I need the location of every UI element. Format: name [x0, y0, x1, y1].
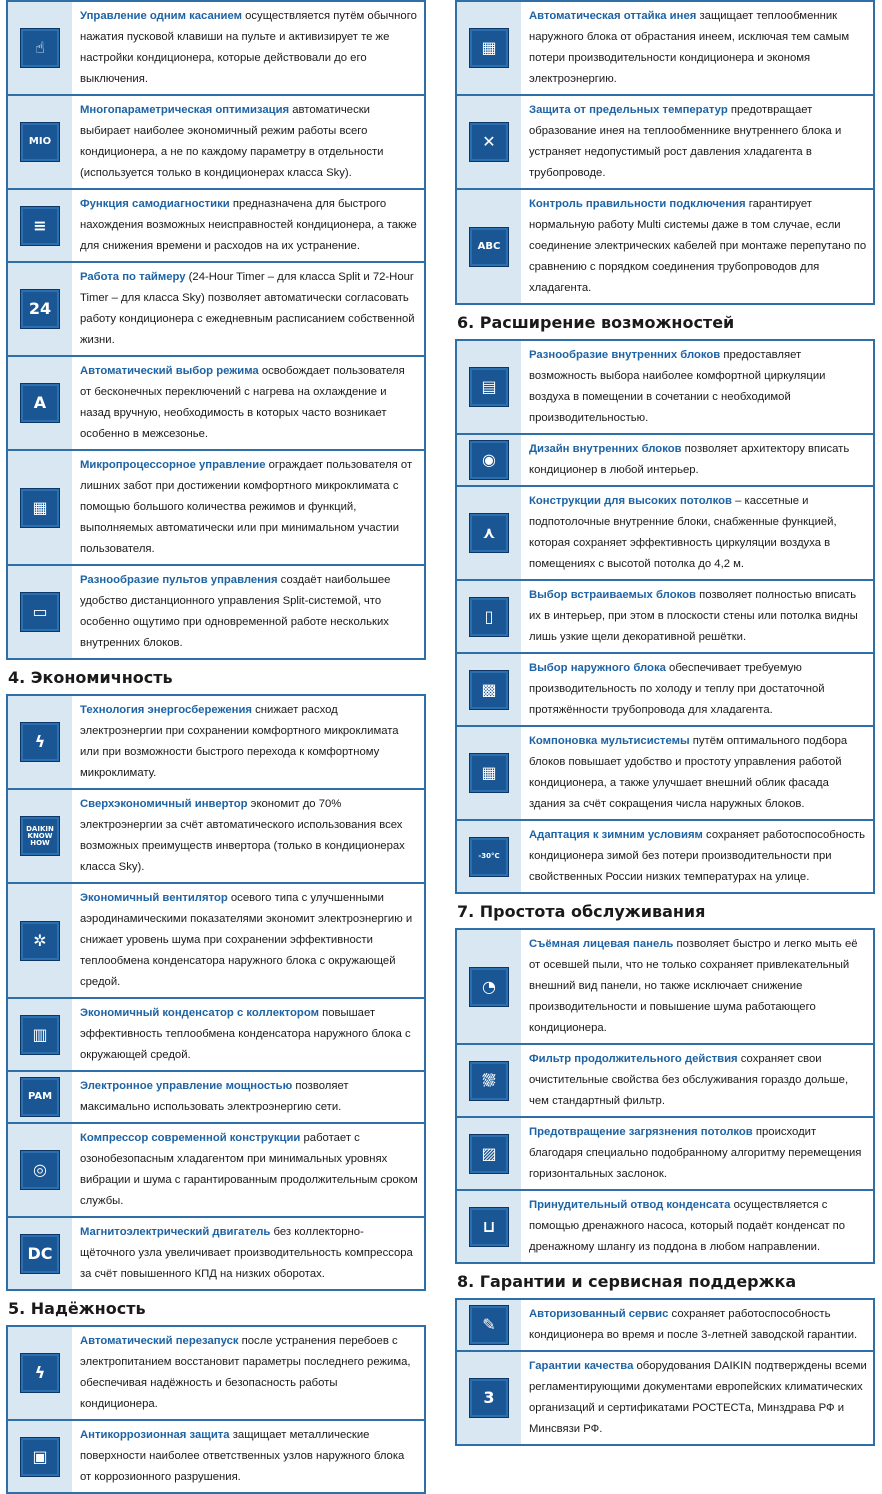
- feature-description: [521, 2, 873, 94]
- maintenance-block: [455, 928, 875, 1264]
- feature-text: оборудования DAIKIN подтверждены всеми регламентирующими документами европейских климатических организаций и сертификатами РОСТЕСТа, Минздрава РФ и Минсвязи РФ.: [529, 1360, 867, 1435]
- icon-cell: [457, 1118, 521, 1189]
- ceiling-soiling-icon: ▨: [469, 1134, 509, 1174]
- feature-description: [72, 263, 424, 355]
- feature-row: [8, 2, 424, 96]
- icon-cell: [8, 263, 72, 355]
- icon-cell: [457, 1191, 521, 1262]
- feature-term: Защита от предельных температур: [529, 104, 728, 116]
- feature-description: [72, 96, 424, 188]
- icon-cell: [457, 190, 521, 303]
- economy-block: [6, 694, 426, 1291]
- feature-text: происходит благодаря специально подобранному алгоритму перемещения горизонтальных заслонок.: [529, 1126, 862, 1180]
- feature-row: [8, 1218, 424, 1291]
- multisystem-icon: ▦: [469, 753, 509, 793]
- feature-description: [72, 1421, 424, 1492]
- feature-term: Антикоррозионная защита: [80, 1429, 230, 1441]
- timer-24-icon: 24: [20, 289, 60, 329]
- icon-cell: [8, 696, 72, 788]
- reliability-block: [6, 1325, 426, 1494]
- feature-row: [8, 1421, 424, 1494]
- feature-text: гарантирует нормальную работу Multi системы даже в том случае, если соединение электрических кабелей при монтаже перепутано по сравнению с порядком соединения трубопроводов для хладагента.: [529, 198, 867, 294]
- feature-term: Компрессор современной конструкции: [80, 1132, 301, 1144]
- icon-cell: [457, 654, 521, 725]
- icon-cell: [457, 435, 521, 485]
- icon-cell: [8, 999, 72, 1070]
- feature-row: [8, 96, 424, 190]
- feature-term: Гарантии качества: [529, 1360, 634, 1372]
- icon-cell: [457, 487, 521, 579]
- feature-text: работает с озонобезопасным хладагентом при минимальных уровнях вибрации и шума с гарантированным продолжительным сроком службы.: [80, 1132, 418, 1207]
- left-column: [6, 0, 426, 1494]
- icon-cell: [457, 96, 521, 188]
- feature-description: [521, 96, 873, 188]
- feature-row: [8, 999, 424, 1072]
- feature-row: [8, 1327, 424, 1421]
- expansion-block: [455, 339, 875, 894]
- feature-text: путём оптимального подбора блоков повышает удобство и простоту управления работой кондиционера, а также улучшает внешний облик фасада здания за счёт сокращения числа наружных блоков.: [529, 735, 848, 810]
- icon-cell: [8, 1072, 72, 1122]
- feature-term: Магнитоэлектрический двигатель: [80, 1226, 271, 1238]
- feature-text: осуществляется с помощью дренажного насоса, который подаёт конденсат по дренажному шлангу из поддона в любом направлении.: [529, 1199, 846, 1253]
- winter-adaptation-icon: -30°C: [469, 837, 509, 877]
- feature-text: предотвращает образование инея на теплообменнике внутреннего блока и устраняет недопустимый рост давления хладагента в трубопроводе.: [529, 104, 842, 179]
- auto-mode-icon: A: [20, 383, 60, 423]
- protection-features-block: [455, 0, 875, 305]
- icon-cell: [457, 2, 521, 94]
- feature-term: Автоматический выбор режима: [80, 365, 259, 377]
- feature-description: [72, 696, 424, 788]
- feature-text: сохраняет работоспособность кондиционера во время и после 3-летней заводской гарантии.: [529, 1308, 858, 1341]
- feature-row: [8, 357, 424, 451]
- feature-text: осуществляется путём обычного нажатия пусковой клавиши на пульте и активизирует те же настройки кондиционера, которые действовали до его выключения.: [80, 10, 417, 85]
- feature-term: Автоматическая оттайка инея: [529, 10, 697, 22]
- remote-controls-icon: ▭: [20, 592, 60, 632]
- feature-description: [521, 1118, 873, 1189]
- feature-text: позволяет полностью вписать их в интерьер, при этом в плоскости стены или потолка видны лишь узкие щели декоративной решётки.: [529, 589, 858, 643]
- feature-description: [521, 581, 873, 652]
- icon-cell: [8, 566, 72, 658]
- condenser-icon: ▥: [20, 1015, 60, 1055]
- feature-term: Съёмная лицевая панель: [529, 938, 674, 950]
- daikin-know-how-icon: DAIKIN KNOW HOW: [20, 816, 60, 856]
- icon-cell: [8, 357, 72, 449]
- section-heading-expansion: 6. Расширение возможностей: [457, 313, 735, 332]
- touch-icon: ☝: [20, 28, 60, 68]
- feature-text: снижает расход электроэнергии при сохранении комфортного микроклимата или при возможности быстрого перехода к комфортному микроклимату.: [80, 704, 399, 779]
- feature-text: обеспечивает требуемую производительность по холоду и теплу при достаточной протяжённости трубопровода для хладагента.: [529, 662, 825, 716]
- feature-row: [457, 487, 873, 581]
- fan-icon: ✲: [20, 921, 60, 961]
- diagnostics-icon: ≡: [20, 206, 60, 246]
- feature-row: [457, 581, 873, 654]
- feature-description: [521, 435, 873, 485]
- feature-row: [457, 190, 873, 305]
- feature-row: [457, 654, 873, 727]
- long-life-filter-icon: ⛆: [469, 1061, 509, 1101]
- feature-description: [521, 1191, 873, 1262]
- pam-icon: PAM: [20, 1077, 60, 1117]
- icon-cell: [8, 190, 72, 261]
- high-ceiling-icon: ⋏: [469, 513, 509, 553]
- feature-row: [457, 435, 873, 487]
- feature-row: [8, 190, 424, 263]
- feature-term: Предотвращение загрязнения потолков: [529, 1126, 753, 1138]
- feature-term: Принудительный отвод конденсата: [529, 1199, 731, 1211]
- feature-term: Автоматический перезапуск: [80, 1335, 239, 1347]
- control-features-block: [6, 0, 426, 660]
- icon-cell: [8, 96, 72, 188]
- icon-cell: [457, 1045, 521, 1116]
- feature-term: Разнообразие внутренних блоков: [529, 349, 721, 361]
- icon-cell: [8, 1327, 72, 1419]
- feature-description: [521, 487, 873, 579]
- feature-description: [521, 821, 873, 892]
- feature-text: предоставляет возможность выбора наиболее комфортной циркуляции воздуха в помещении в сочетании с необходимой производительностью.: [529, 349, 826, 424]
- feature-text: – кассетные и подпотолочные внутренние блоки, снабженные функцией, которая сохраняет эффективность циркуляции воздуха в помещениях с высотой потолка до 4,2 м.: [529, 495, 837, 570]
- feature-description: [72, 190, 424, 261]
- icon-cell: [8, 790, 72, 882]
- feature-text: осевого типа с улучшенными аэродинамическими показателями экономит электроэнергию и снижает уровень шума при сохранении эффективности теплообмена конденсатора наружного блока с окружающей средой.: [80, 892, 413, 988]
- feature-term: Сверхэкономичный инвертор: [80, 798, 248, 810]
- icon-cell: [457, 821, 521, 892]
- feature-text: создаёт наибольшее удобство дистанционного управления Split-системой, что особенно ощутимо при одновременной работе нескольких внутренних блоков.: [80, 574, 391, 649]
- feature-text: позволяет максимально использовать электроэнергию сети.: [80, 1080, 349, 1113]
- section-heading-economy: 4. Экономичность: [8, 668, 173, 687]
- feature-term: Технология энергосбережения: [80, 704, 252, 716]
- feature-row: [457, 1118, 873, 1191]
- feature-term: Контроль правильности подключения: [529, 198, 746, 210]
- feature-description: [521, 654, 873, 725]
- feature-description: [72, 999, 424, 1070]
- feature-term: Адаптация к зимним условиям: [529, 829, 703, 841]
- feature-description: [72, 1072, 424, 1122]
- feature-row: [457, 1045, 873, 1118]
- feature-description: [521, 341, 873, 433]
- feature-description: [72, 357, 424, 449]
- feature-text: защищает теплообменник наружного блока от обрастания инеем, исключая тем самым потери производительности кондиционера и экономя электроэнергию.: [529, 10, 850, 85]
- indoor-design-icon: ◉: [469, 440, 509, 480]
- feature-row: [457, 821, 873, 894]
- feature-row: [457, 930, 873, 1045]
- compressor-icon: ◎: [20, 1150, 60, 1190]
- mio-icon: MIO: [20, 122, 60, 162]
- outdoor-unit-icon: ▩: [469, 670, 509, 710]
- feature-description: [521, 930, 873, 1043]
- feature-text: автоматически выбирает наиболее экономичный режим работы всего кондиционера, а не по каждому параметру в отдельности (используется только в кондиционерах класса Sky).: [80, 104, 384, 179]
- icon-cell: [457, 341, 521, 433]
- feature-text: защищает металлические поверхности наиболее ответственных узлов наружного блока от коррозионного разрушения.: [80, 1429, 405, 1483]
- feature-description: [521, 727, 873, 819]
- feature-row: [457, 1191, 873, 1264]
- feature-description: [72, 884, 424, 997]
- feature-term: Выбор встраиваемых блоков: [529, 589, 696, 601]
- feature-row: [8, 696, 424, 790]
- feature-row: [8, 263, 424, 357]
- feature-row: [8, 1124, 424, 1218]
- dc-motor-icon: DC: [20, 1234, 60, 1274]
- feature-description: [72, 1124, 424, 1216]
- right-column: [455, 0, 875, 1446]
- feature-row: [8, 884, 424, 999]
- feature-text: предназначена для быстрого нахождения возможных неисправностей кондиционера, а также для снижения времени и расходов на их устранение.: [80, 198, 417, 252]
- feature-row: [8, 566, 424, 660]
- feature-text: (24-Hour Timer – для класса Split и 72-Hour Timer – для класса Sky) позволяет автоматически согласовать работу кондиционера с ежедневным расписанием собственной жизни.: [80, 271, 415, 346]
- feature-text: позволяет архитектору вписать кондиционер в любой интерьер.: [529, 443, 850, 476]
- feature-term: Электронное управление мощностью: [80, 1080, 293, 1092]
- icon-cell: [8, 884, 72, 997]
- feature-text: освобождает пользователя от бесконечных переключений с нагрева на охлаждение и назад вручную, необходимость в которых часто возникает особенно в межсезонье.: [80, 365, 405, 440]
- temperature-protection-icon: ✕: [469, 122, 509, 162]
- feature-description: [72, 790, 424, 882]
- icon-cell: [457, 1352, 521, 1444]
- icon-cell: [8, 2, 72, 94]
- feature-description: [72, 1327, 424, 1419]
- feature-row: [8, 1072, 424, 1124]
- feature-row: [457, 341, 873, 435]
- feature-description: [521, 1352, 873, 1444]
- feature-text: без коллекторно-щёточного узла увеличивает производительность компрессора за счёт повышенного КПД на низких оборотах.: [80, 1226, 413, 1280]
- icon-cell: [457, 1300, 521, 1350]
- feature-description: [72, 2, 424, 94]
- feature-text: сохраняет работоспособность кондиционера зимой без потери производительности при свойственных России низких температурах на улице.: [529, 829, 865, 883]
- indoor-units-variety-icon: ▤: [469, 367, 509, 407]
- microprocessor-icon: ▦: [20, 488, 60, 528]
- feature-description: [72, 451, 424, 564]
- feature-term: Экономичный конденсатор с коллектором: [80, 1007, 319, 1019]
- feature-term: Многопараметрическая оптимизация: [80, 104, 290, 116]
- feature-term: Функция самодиагностики: [80, 198, 230, 210]
- icon-cell: [457, 930, 521, 1043]
- icon-cell: [457, 727, 521, 819]
- auto-restart-icon: ϟ: [20, 1353, 60, 1393]
- anticorrosion-icon: ▣: [20, 1437, 60, 1477]
- feature-text: сохраняет свои очистительные свойства без обслуживания гораздо дольше, чем стандартный фильтр.: [529, 1053, 849, 1107]
- feature-description: [521, 190, 873, 303]
- feature-description: [521, 1300, 873, 1350]
- icon-cell: [8, 451, 72, 564]
- feature-row: [457, 727, 873, 821]
- service-icon: ✎: [469, 1305, 509, 1345]
- icon-cell: [8, 1218, 72, 1289]
- section-heading-warranty: 8. Гарантии и сервисная поддержка: [457, 1272, 797, 1291]
- feature-term: Компоновка мультисистемы: [529, 735, 690, 747]
- feature-term: Микропроцессорное управление: [80, 459, 266, 471]
- warranty-3-icon: 3: [469, 1378, 509, 1418]
- feature-text: повышает эффективность теплообмена конденсатора наружного блока с окружающей средой.: [80, 1007, 411, 1061]
- feature-text: ограждает пользователя от лишних забот при достижении комфортного микроклимата с помощью большого количества режимов и функций, выполняемых автоматически или при минимальном участии пользователя.: [80, 459, 413, 555]
- icon-cell: [8, 1421, 72, 1492]
- wiring-check-icon: ABC: [469, 227, 509, 267]
- feature-text: экономит до 70% электроэнергии за счёт автоматического использования всех возможных преимуществ инвертора (только в кондиционерах класса Sky).: [80, 798, 405, 873]
- feature-description: [521, 1045, 873, 1116]
- feature-term: Управление одним касанием: [80, 10, 242, 22]
- feature-description: [72, 1218, 424, 1289]
- feature-term: Авторизованный сервис: [529, 1308, 669, 1320]
- warranty-block: [455, 1298, 875, 1446]
- icon-cell: [8, 1124, 72, 1216]
- section-heading-maintenance: 7. Простота обслуживания: [457, 902, 706, 921]
- feature-term: Работа по таймеру: [80, 271, 186, 283]
- feature-term: Конструкции для высоких потолков: [529, 495, 732, 507]
- section-heading-reliability: 5. Надёжность: [8, 1299, 146, 1318]
- built-in-units-icon: ▯: [469, 597, 509, 637]
- feature-term: Выбор наружного блока: [529, 662, 666, 674]
- feature-row: [457, 1352, 873, 1446]
- feature-row: [457, 2, 873, 96]
- feature-term: Фильтр продолжительного действия: [529, 1053, 738, 1065]
- energy-saving-icon: ϟ: [20, 722, 60, 762]
- feature-row: [457, 96, 873, 190]
- feature-text: после устранения перебоев с электропитанием восстановит параметры последнего режима, обеспечивая надёжность и безопасность работы кондиционера.: [80, 1335, 411, 1410]
- feature-row: [457, 1300, 873, 1352]
- removable-panel-icon: ◔: [469, 967, 509, 1007]
- feature-row: [8, 451, 424, 566]
- feature-term: Экономичный вентилятор: [80, 892, 228, 904]
- defrost-icon: ▦: [469, 28, 509, 68]
- feature-term: Дизайн внутренних блоков: [529, 443, 682, 455]
- feature-term: Разнообразие пультов управления: [80, 574, 278, 586]
- feature-description: [72, 566, 424, 658]
- drain-pump-icon: ⊔: [469, 1207, 509, 1247]
- icon-cell: [457, 581, 521, 652]
- feature-text: позволяет быстро и легко мыть её от осевшей пыли, что не только сохраняет привлекательный внешний вид панели, но также исключает снижение производительности и повышение шума работающего кондиционера.: [529, 938, 858, 1034]
- feature-row: [8, 790, 424, 884]
